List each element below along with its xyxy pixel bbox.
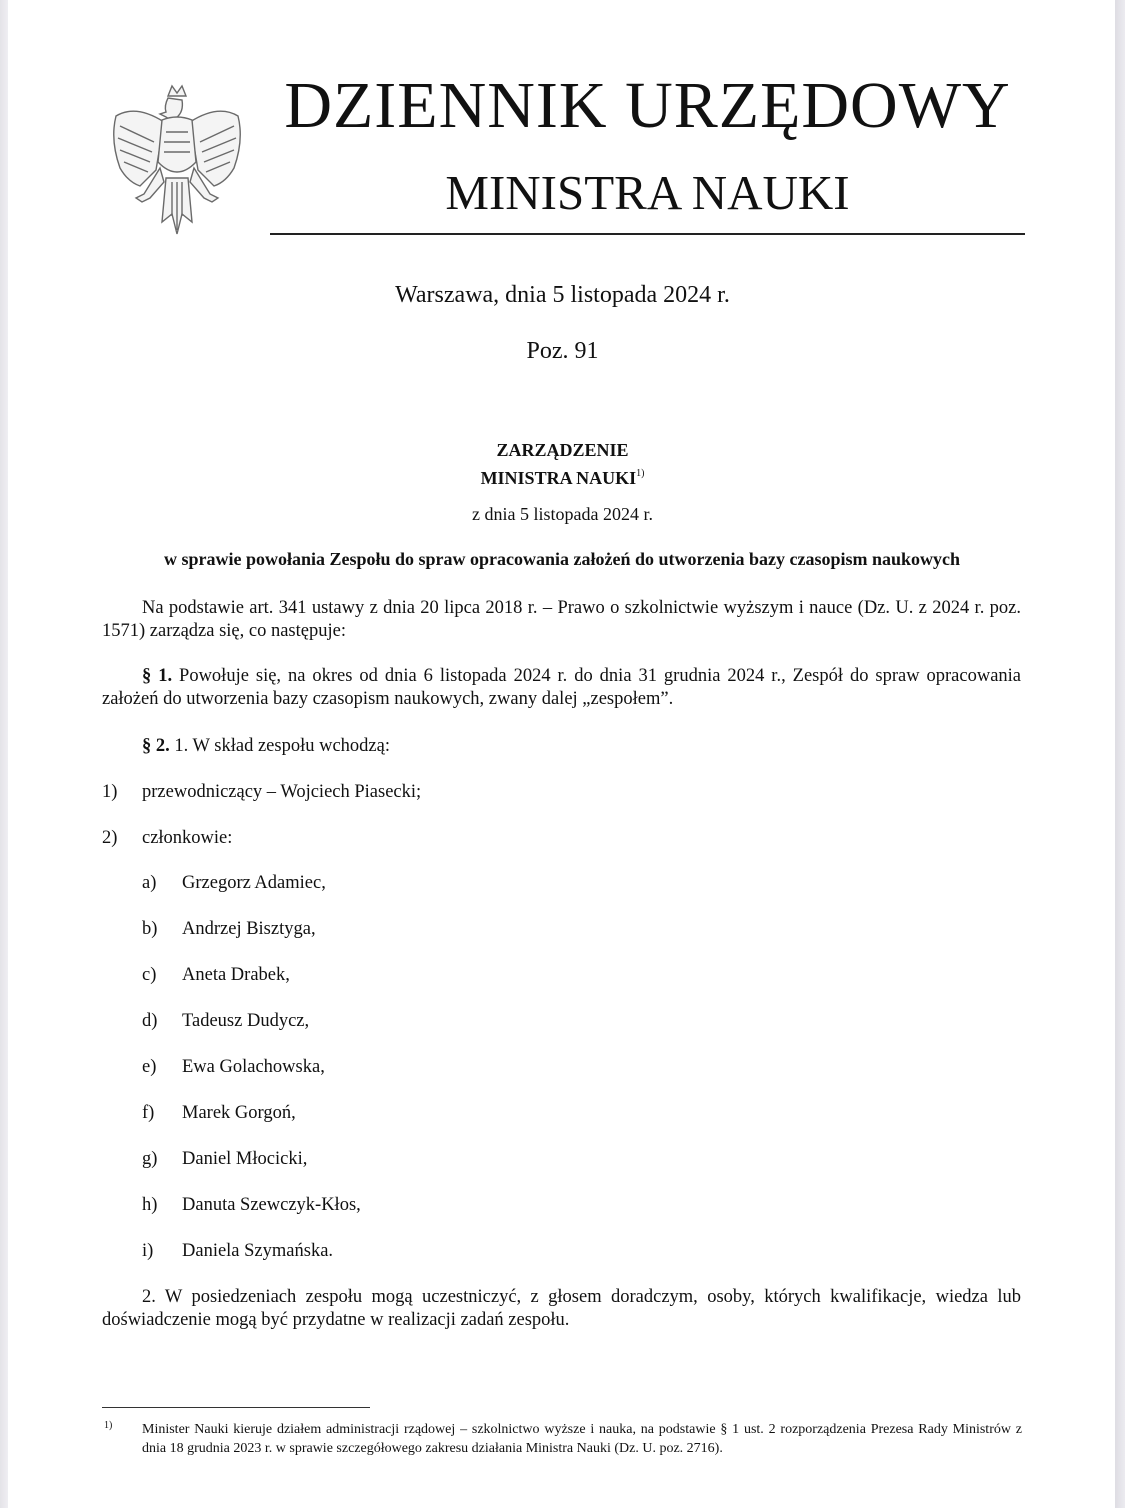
point-number: 1) [102, 782, 118, 802]
act-type: ZARZĄDZENIE [496, 440, 629, 460]
member-name: Marek Gorgoń, [182, 1103, 296, 1123]
position-number: Poz. 91 [526, 338, 599, 364]
footnote-divider [102, 1407, 370, 1408]
act-date: z dnia 5 listopada 2024 r. [472, 504, 653, 524]
footnote-reference[interactable]: 1) [636, 468, 645, 479]
section-1-text: Powołuje się, na okres od dnia 6 listopada 2024 r. do dnia 31 grudnia 2024 r., Zespół do spraw opracowania założeń do utworzenia bazy czasopism naukowych, zwany dalej „zespołem”. [102, 666, 1022, 709]
point-text: przewodniczący – Wojciech Piasecki; [142, 782, 422, 802]
member-name: Daniel Młocicki, [182, 1149, 308, 1169]
section-2-label: § 2. [142, 736, 170, 756]
section-2-intro-text: 1. W skład zespołu wchodzą: [174, 736, 390, 756]
member-letter: e) [142, 1057, 157, 1077]
act-issuer-text: MINISTRA NAUKI [480, 468, 637, 488]
section-1 [102, 665, 1021, 711]
act-subject: w sprawie powołania Zespołu do spraw opracowania założeń do utworzenia bazy czasopism naukowych [163, 549, 961, 569]
member-name: Grzegorz Adamiec, [182, 873, 326, 893]
member-name: Andrzej Bisztyga, [182, 919, 316, 939]
section-2-intro [102, 735, 1021, 758]
act-issuer [0, 468, 1125, 489]
preamble: Na podstawie art. 341 ustawy z dnia 20 lipca 2018 r. – Prawo o szkolnictwie wyższym i nauce (Dz. U. z 2024 r. poz. 1571) zarządza się, co następuje: [102, 598, 1021, 641]
section-1-label: § 1. [142, 666, 173, 686]
member-name: Danuta Szewczyk-Kłos, [182, 1195, 361, 1215]
member-letter: f) [142, 1103, 155, 1123]
member-letter: d) [142, 1011, 158, 1031]
point-number: 2) [102, 828, 118, 848]
member-letter: i) [142, 1241, 154, 1261]
place-and-date: Warszawa, dnia 5 listopada 2024 r. [395, 282, 730, 308]
page-left-edge [0, 0, 8, 1508]
polish-eagle-emblem-icon [106, 82, 248, 237]
member-name: Daniela Szymańska. [182, 1241, 334, 1261]
footnote-text: Minister Nauki kieruje działem administracji rządowej – szkolnictwo wyższe i nauka, na podstawie § 1 ust. 2 rozporządzenia Prezesa Rady Ministrów z dnia 18 grudnia 2023 r. w sprawie szczegółowego zakresu działania Ministra Nauki (Dz. U. poz. 2716). [142, 1422, 1022, 1456]
member-letter: a) [142, 873, 157, 893]
journal-title: DZIENNIK URZĘDOWY [284, 69, 1011, 142]
member-letter: c) [142, 965, 157, 985]
page-right-edge [1115, 0, 1125, 1508]
section-2-paragraph-2: 2. W posiedzeniach zespołu mogą uczestniczyć, z głosem doradczym, osoby, których kwalifikacje, wiedza lub doświadczenie mogą być przydatne w realizacji zadań zespołu. [102, 1287, 1021, 1330]
member-name: Aneta Drabek, [182, 965, 290, 985]
member-letter: h) [142, 1195, 158, 1215]
member-letter: b) [142, 919, 158, 939]
masthead-divider [270, 233, 1025, 235]
journal-subtitle: MINISTRA NAUKI [445, 165, 850, 220]
footnote-mark: 1) [104, 1420, 113, 1431]
member-letter: g) [142, 1149, 158, 1169]
point-text: członkowie: [142, 828, 233, 848]
member-name: Tadeusz Dudycz, [182, 1011, 310, 1031]
member-name: Ewa Golachowska, [182, 1057, 325, 1077]
